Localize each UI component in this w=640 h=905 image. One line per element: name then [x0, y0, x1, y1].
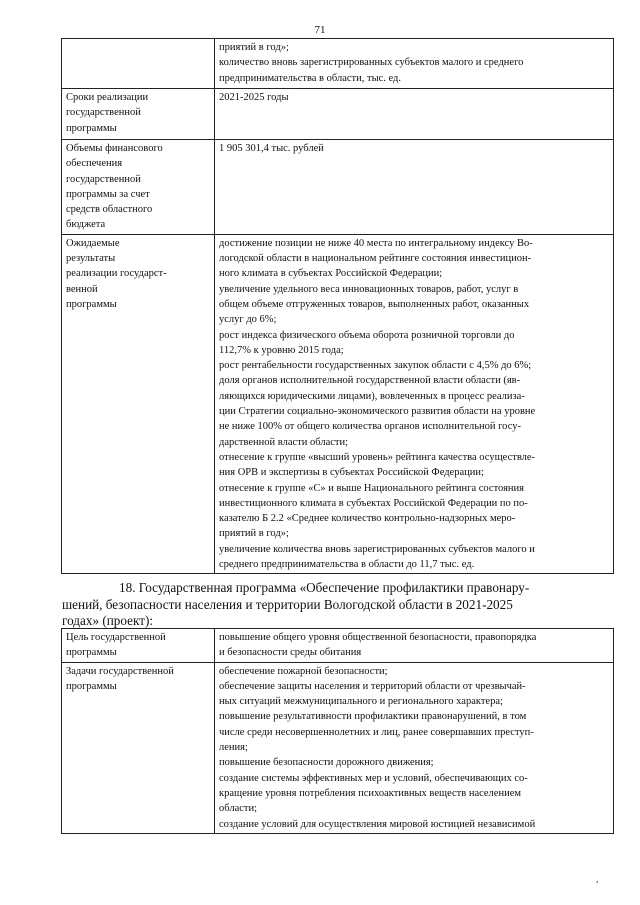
content-line: ного климата в субъектах Российской Федерации;	[219, 268, 443, 280]
content-line: повышение результативности профилактики правонарушений, в том	[219, 711, 527, 723]
content-line: ляющихся юридическими лицами), вовлеченных в процесс реализа-	[219, 390, 525, 402]
section-18-heading	[62, 580, 612, 630]
content-line: обеспечение защиты населения и территорий области от чрезвычай-	[219, 680, 526, 692]
row-content-cell	[215, 140, 614, 235]
content-line: кращение уровня потребления психоактивных веществ населением	[219, 787, 521, 799]
content-line: 2021-2025 годы	[219, 92, 289, 103]
content-line: создание системы эффективных мер и условий, обеспечивающих со-	[219, 772, 528, 784]
content-line: общем объеме отгруженных товаров, выполненных работ, оказанных	[219, 298, 530, 310]
row-content-cell	[215, 629, 614, 663]
content-line: услуг до 6%;	[219, 314, 277, 326]
label-line: программы за счет	[66, 188, 150, 200]
label-line: государственной	[66, 107, 141, 119]
label-line: программы	[66, 122, 117, 134]
content-line: инвестиционного климата в субъектах Российской Федерации по по-	[219, 497, 528, 509]
content-line: доля органов исполнительной государственной власти области (яв-	[219, 375, 521, 387]
row-label-cell	[62, 662, 215, 833]
row-label-cell	[62, 39, 215, 89]
row-label-cell	[62, 629, 215, 663]
content-line: ления;	[219, 742, 248, 754]
heading-line: шений, безопасности населения и территории Вологодской области в 2021-2025	[62, 596, 513, 612]
program-18-passport-table	[61, 628, 614, 834]
label-line: Цель государственной	[66, 632, 166, 643]
label-line: программы	[66, 647, 117, 659]
program-passport-table-continued	[61, 38, 614, 574]
content-line: создание условий для осуществления мировой юстицией независимой	[219, 818, 536, 830]
table-row	[62, 89, 614, 140]
content-line: и безопасности среды обитания	[219, 647, 362, 659]
label-line: венной	[66, 283, 98, 295]
content-line: не ниже 100% от общего количества органов исполнительной госу-	[219, 421, 521, 433]
content-line: ных ситуаций межмуниципального и регионального характера;	[219, 696, 503, 708]
content-line: отнесение к группе «высший уровень» рейтинга качества осуществле-	[219, 451, 536, 463]
table-row	[62, 662, 614, 833]
content-line: повышение общего уровня общественной безопасности, правопорядка	[219, 632, 537, 643]
content-line: среднего предпринимательства в области до 11,7 тыс. ед.	[219, 559, 475, 571]
row-content-cell	[215, 39, 614, 89]
heading-line: 18. Государственная программа «Обеспечение профилактики правонару-	[119, 580, 530, 595]
content-line: логодской области в национальном рейтинге состояния инвестицион-	[219, 253, 532, 265]
label-line: государственной	[66, 173, 141, 185]
label-line: программы	[66, 298, 117, 310]
content-line: отнесение к группе «С» и выше Национального рейтинга состояния	[219, 482, 524, 494]
table-row	[62, 629, 614, 663]
heading-line: годах» (проект):	[62, 613, 154, 628]
label-line: Задачи государственной	[66, 665, 174, 677]
content-line: приятий в год»;	[219, 42, 289, 53]
content-line: 1 905 301,4 тыс. рублей	[219, 143, 324, 154]
row-label-cell	[62, 140, 215, 235]
content-line: увеличение количества вновь зарегистрированных субъектов малого и	[219, 543, 535, 555]
label-line: Ожидаемые	[66, 237, 120, 249]
content-line: приятий в год»;	[219, 528, 289, 540]
content-line: казателю Б 2.2 «Среднее количество контрольно-надзорных меро-	[219, 513, 516, 525]
label-line: реализации государст-	[66, 268, 167, 280]
content-line: ния ОРВ и экспертизы в субъектах Российской Федерации;	[219, 467, 484, 479]
content-line: области;	[219, 803, 258, 815]
label-line: результаты	[66, 253, 116, 265]
label-line: программы	[66, 680, 117, 692]
margin-mark: ,	[596, 874, 599, 884]
content-line: ции Стратегии социально-экономического развития области на уровне	[219, 406, 536, 418]
content-line: дарственной власти области;	[219, 436, 349, 448]
table-row	[62, 234, 614, 574]
page-number: 71	[314, 24, 326, 36]
row-content-cell	[215, 662, 614, 833]
content-line: числе среди несовершеннолетних и лиц, ранее совершавших преступ-	[219, 726, 534, 738]
content-line: 112,7% к уровню 2015 года;	[219, 344, 344, 356]
content-line: рост индекса физического объема оборота розничной торговли до	[219, 329, 515, 341]
label-line: обеспечения	[66, 158, 123, 170]
table-row	[62, 140, 614, 235]
row-content-cell	[215, 234, 614, 574]
content-line: рост рентабельности государственных закупок области с 4,5% до 6%;	[219, 360, 532, 372]
label-line: бюджета	[66, 219, 106, 231]
content-line: повышение безопасности дорожного движения;	[219, 757, 434, 769]
content-line: увеличение удельного веса инновационных товаров, работ, услуг в	[219, 283, 519, 295]
row-label-cell	[62, 234, 215, 574]
table-row	[62, 39, 614, 89]
content-line: количество вновь зарегистрированных субъектов малого и среднего	[219, 57, 524, 69]
content-line: обеспечение пожарной безопасности;	[219, 665, 388, 677]
content-line: достижение позиции не ниже 40 места по интегральному индексу Во-	[219, 237, 533, 249]
row-content-cell	[215, 89, 614, 140]
row-label-cell	[62, 89, 215, 140]
label-line: Объемы финансового	[66, 143, 163, 154]
label-line: средств областного	[66, 204, 153, 216]
label-line: Сроки реализации	[66, 92, 149, 103]
content-line: предпринимательства в области, тыс. ед.	[219, 72, 402, 84]
